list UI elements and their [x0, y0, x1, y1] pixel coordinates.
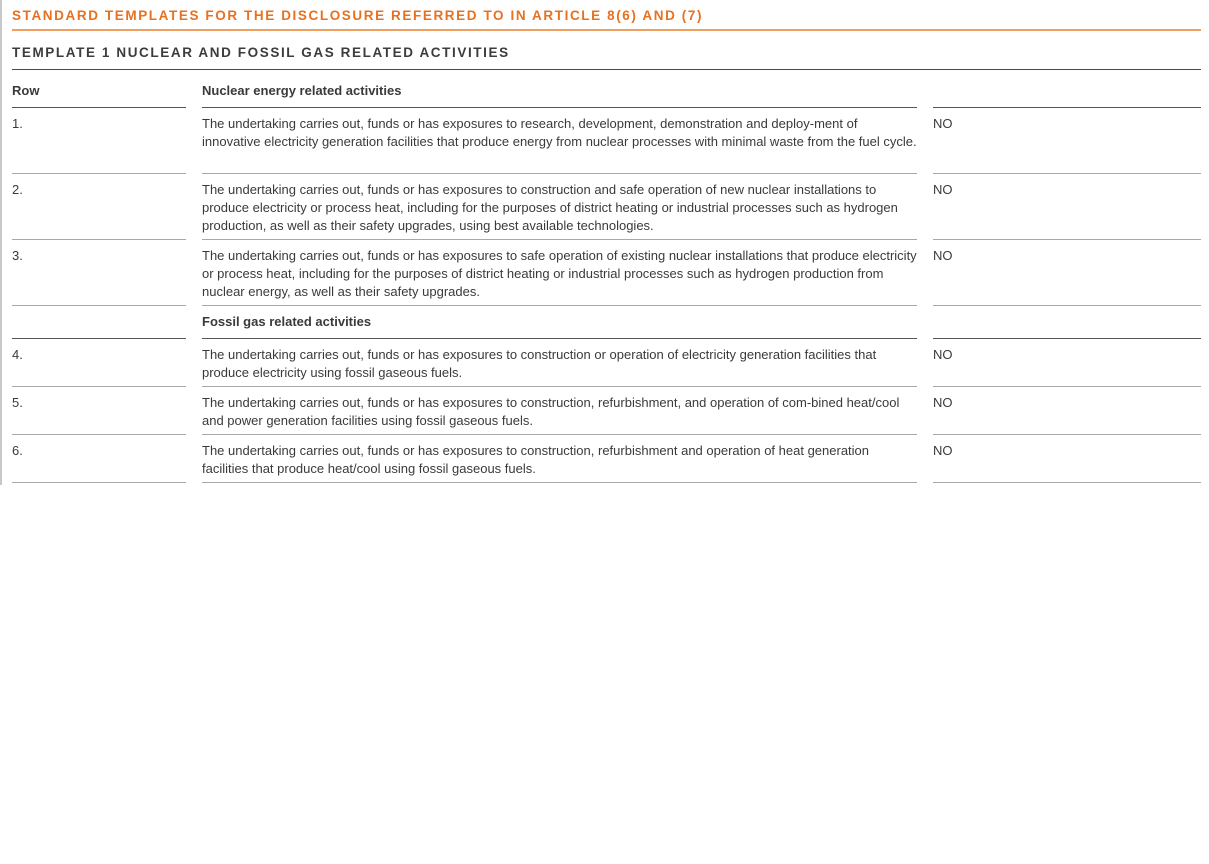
row-value: NO: [933, 240, 1201, 306]
row-description: The undertaking carries out, funds or has exposures to research, development, demonstration and deploy-ment of innovative electricity generation facilities that produce energy from nuclear processes with minimal waste from the fuel cycle.: [202, 108, 917, 174]
table-header-row: [12, 70, 1201, 108]
row-description: The undertaking carries out, funds or has exposures to construction, refurbishment and operation of heat generation facilities that produce heat/cool using fossil gaseous fuels.: [202, 435, 917, 483]
row-description: The undertaking carries out, funds or has exposures to construction and safe operation of new nuclear installations to produce electricity or process heat, including for the purposes of district heating or industrial processes such as hydrogen production, as well as their safety upgrades, using best available technologies.: [202, 174, 917, 240]
fossil-section-header-row: [12, 306, 1201, 339]
template-title: TEMPLATE 1 NUCLEAR AND FOSSIL GAS RELATED ACTIVITIES: [12, 45, 1201, 70]
row-description: The undertaking carries out, funds or has exposures to construction, refurbishment, and operation of com-bined heat/cool and power generation facilities using fossil gaseous fuels.: [202, 387, 917, 435]
row-number: 1.: [12, 108, 186, 174]
table-row: [12, 339, 1201, 387]
disclosure-table: [12, 70, 1201, 483]
empty-cell: [933, 306, 1201, 339]
table-row: [12, 174, 1201, 240]
row-description: The undertaking carries out, funds or has exposures to construction or operation of electricity generation facilities that produce electricity using fossil gaseous fuels.: [202, 339, 917, 387]
row-number: 4.: [12, 339, 186, 387]
row-value: NO: [933, 435, 1201, 483]
row-number: 2.: [12, 174, 186, 240]
table-row: [12, 387, 1201, 435]
empty-cell: [12, 306, 186, 339]
table-row: [12, 108, 1201, 174]
table-row: [12, 240, 1201, 306]
row-number: 6.: [12, 435, 186, 483]
section-title: STANDARD TEMPLATES FOR THE DISCLOSURE REFERRED TO IN ARTICLE 8(6) AND (7): [12, 8, 1201, 31]
row-column-header: Row: [12, 70, 186, 108]
row-number: 3.: [12, 240, 186, 306]
row-value: NO: [933, 108, 1201, 174]
nuclear-section-header: Nuclear energy related activities: [202, 70, 917, 108]
row-description: The undertaking carries out, funds or has exposures to safe operation of existing nuclear installations that produce electricity or process heat, including for the purposes of district heating or industrial processes such as hydrogen production from nuclear energy, as well as their safety upgrades.: [202, 240, 917, 306]
fossil-section-header: Fossil gas related activities: [202, 306, 917, 339]
row-number: 5.: [12, 387, 186, 435]
table-row: [12, 435, 1201, 483]
row-value: NO: [933, 174, 1201, 240]
row-value: NO: [933, 387, 1201, 435]
left-margin-rule: [0, 0, 2, 485]
value-column-header: [933, 70, 1201, 108]
row-value: NO: [933, 339, 1201, 387]
